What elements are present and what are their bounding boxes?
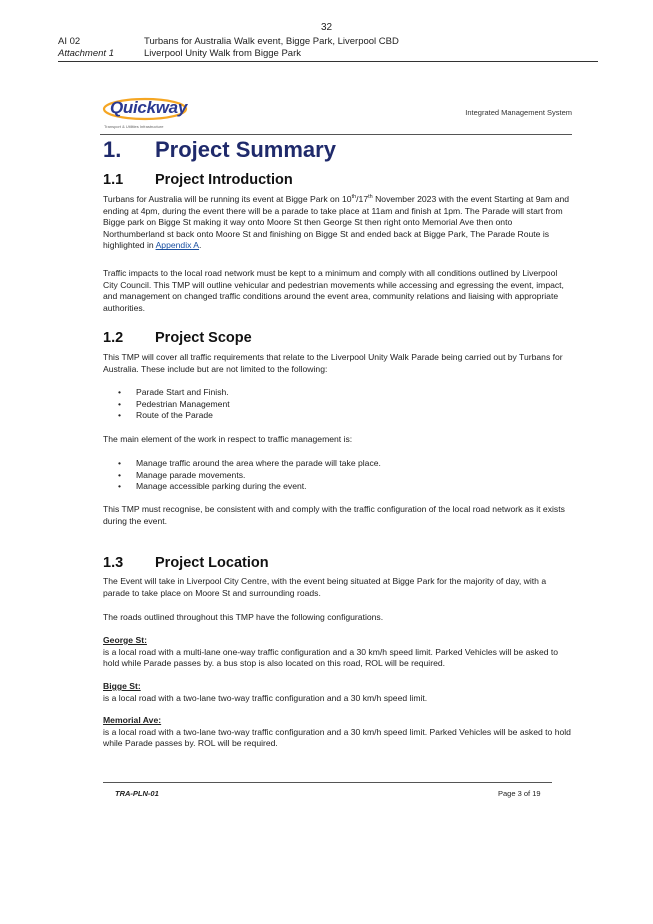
road-bigge-st [103, 681, 573, 704]
section-number: 1. [103, 137, 122, 162]
section-number: 1.2 [103, 330, 124, 346]
list-item: • Manage accessible parking during the event. [118, 481, 558, 493]
location-paragraph-2: The roads outlined throughout this TMP have the following configurations. [103, 612, 384, 622]
footer-document-code: TRA-PLN-01 [115, 789, 159, 798]
section-number: 1.3 [103, 555, 124, 571]
section-title: Project Introduction [155, 172, 293, 188]
appendix-a-link[interactable]: Appendix A [155, 240, 200, 251]
scope-list-2 [118, 458, 558, 493]
section-title: Project Scope [155, 330, 252, 346]
scope-paragraph-3: This TMP must recognise, be consistent with and comply with the traffic configuration of the local road network as it exists during the event. [103, 504, 565, 526]
document-header-divider [100, 134, 572, 135]
road-description: is a local road with a multi-lane one-way traffic configuration and a 30 km/h speed limit. Parked Vehicles will be asked to hold while Parade passes by. a bus stop is also located on this road, ROL will be required. [103, 646, 559, 669]
agenda-item-code: AI 02 [58, 36, 81, 47]
intro-paragraph-1: Turbans for Australia will be running its event at Bigge Park on 10th/17th November 2023 with the event Starting at 9am and ending at 4pm, during the event there will be a parade to take place at 11am and finish at 1pm. The Parade will start from Bigge park on Bigge St making it way onto Moore St then George St then right onto Memorial Ave then onto Northumberland st back onto Moore St and finishing on Bigge St and ended back at Bigge Park, The Parade Route is highlighted in Appendix A. [103, 194, 570, 251]
attachment-label: Attachment 1 [58, 48, 114, 59]
footer-divider [103, 782, 552, 783]
road-george-st [103, 635, 573, 670]
list-item: • Pedestrian Management [118, 399, 558, 411]
road-name: Bigge St: [103, 681, 141, 691]
list-item: • Parade Start and Finish. [118, 387, 558, 399]
list-item: • Manage traffic around the area where the parade will take place. [118, 458, 558, 470]
scope-paragraph-2: The main element of the work in respect to traffic management is: [103, 434, 353, 444]
scope-paragraph-1: This TMP will cover all traffic requirements that relate to the Liverpool Unity Walk Parade being carried out by Turbans for Australia. These include but are not limited to the following: [103, 352, 563, 374]
section-title: Project Location [155, 555, 269, 571]
road-description: is a local road with a two-lane two-way traffic configuration and a 30 km/h speed limit. [103, 692, 428, 703]
road-description: is a local road with a two-lane two-way traffic configuration and a 30 km/h speed limit. Parked Vehicles will be asked to hold while Parade passes by. ROL will be required. [103, 726, 571, 749]
list-item: • Manage parade movements. [118, 470, 558, 482]
logo-tagline: Transport & Utilities Infrastructure [104, 124, 164, 129]
road-name: Memorial Ave: [103, 715, 162, 725]
section-heading-1 [103, 137, 336, 163]
section-heading-1-2 [103, 330, 252, 346]
system-name: Integrated Management System [465, 108, 572, 117]
scope-list-1 [118, 387, 558, 422]
section-heading-1-3 [103, 555, 269, 571]
road-memorial-ave [103, 715, 573, 750]
document-header [100, 96, 572, 136]
location-paragraph-1: The Event will take in Liverpool City Centre, with the event being situated at Bigge Park for the majority of day, with a parade to take place on Moore St and surrounding roads. [103, 576, 547, 598]
intro-paragraph-2: Traffic impacts to the local road network must be kept to a minimum and comply with all conditions outlined by Liverpool City Council. This TMP will outline vehicular and pedestrian movements while accessing and egressing the event, impact, and management on changed traffic conditions around the event area, community relations and liaising with appropriate authorities. [103, 268, 564, 313]
page-number: 32 [320, 22, 333, 33]
agenda-header-line2: Liverpool Unity Walk from Bigge Park [144, 48, 301, 59]
logo-wordmark: Quickway [110, 98, 187, 117]
section-heading-1-1 [103, 172, 293, 188]
section-number: 1.1 [103, 172, 124, 188]
agenda-header-divider [58, 61, 598, 62]
agenda-header [58, 36, 598, 60]
quickway-logo [102, 96, 187, 129]
list-item: • Route of the Parade [118, 410, 558, 422]
road-name: George St: [103, 635, 147, 645]
agenda-header-line1: Turbans for Australia Walk event, Bigge Park, Liverpool CBD [144, 36, 399, 47]
footer-page-label: Page 3 of 19 [498, 789, 541, 798]
section-title: Project Summary [155, 137, 336, 162]
